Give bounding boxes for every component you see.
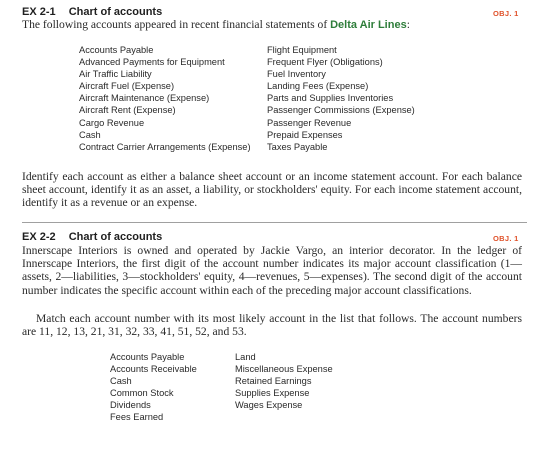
ex1-account-list-right (267, 44, 415, 153)
ex2-title: Chart of accounts (68, 231, 163, 243)
account-item: Advanced Payments for Equipment (79, 57, 225, 68)
account-item: Retained Earnings (235, 376, 312, 387)
account-item: Contract Carrier Arrangements (Expense) (79, 141, 251, 152)
account-item: Wages Expense (235, 400, 303, 411)
ex1-title: Chart of accounts (68, 6, 163, 18)
account-item: Passenger Commissions (Expense) (267, 105, 415, 116)
ex1-heading (22, 6, 162, 18)
ex1-intro-before: The following accounts appeared in recent financial statements of (22, 18, 331, 31)
account-item: Landing Fees (Expense) (267, 81, 369, 92)
ex2-heading (22, 231, 162, 243)
account-item: Cash (79, 129, 101, 140)
account-item: Passenger Revenue (267, 117, 352, 128)
ex2-account-list-left (110, 351, 197, 424)
account-item: Accounts Payable (79, 45, 154, 55)
section-divider (22, 222, 527, 223)
account-item: Cargo Revenue (79, 117, 145, 128)
account-item: Frequent Flyer (Obligations) (267, 57, 383, 68)
ex1-intro-after: : (406, 18, 410, 31)
account-item: Prepaid Expenses (267, 129, 343, 140)
ex2-number: EX 2-2 (22, 231, 56, 243)
account-item: Supplies Expense (235, 388, 310, 399)
account-item: Accounts Receivable (110, 364, 197, 375)
ex1-number: EX 2-1 (22, 6, 56, 18)
ex1-company: Delta Air Lines (330, 19, 407, 31)
ex2-paragraph-2: Match each account number with its most likely account in the list that follows. The account numbers are 11, 12, 13, 21, 31, 32, 33, 41, 51, 52, and 53. (22, 312, 522, 339)
account-item: Aircraft Maintenance (Expense) (79, 93, 210, 104)
account-item: Fees Earned (110, 412, 164, 423)
ex2-paragraph-1: Innerscape Interiors is owned and operated by Jackie Vargo, an interior decorator. In the ledger of Innerscape Interiors, the first digit of the account number indicates its major account classification (1—assets, 2—liabilities, 3—stockholders' equity, 4—revenues, 5—expenses). The second digit of the account number indicates the specific account within each of the preceding major account classifications. (22, 244, 522, 297)
ex1-intro (22, 18, 522, 32)
account-item: Aircraft Fuel (Expense) (79, 81, 175, 92)
ex1-obj-badge: OBJ. 1 (493, 9, 519, 18)
account-item: Cash (110, 376, 132, 387)
ex1-instructions: Identify each account as either a balance sheet account or an income statement account. For each balance sheet account, identify it as an asset, a liability, or stockholders' equity. For each income statement account, identify it as a revenue or an expense. (22, 170, 522, 210)
ex2-account-list-right (235, 351, 333, 411)
account-item: Aircraft Rent (Expense) (79, 105, 176, 116)
account-item: Accounts Payable (110, 352, 185, 362)
account-item: Parts and Supplies Inventories (267, 93, 394, 104)
account-item: Fuel Inventory (267, 69, 326, 80)
account-item: Miscellaneous Expense (235, 364, 333, 375)
account-item: Taxes Payable (267, 141, 328, 152)
account-item: Dividends (110, 400, 151, 411)
ex1-account-list-left (79, 44, 251, 153)
account-item: Air Traffic Liability (79, 69, 152, 80)
account-item: Flight Equipment (267, 45, 337, 55)
account-item: Land (235, 352, 256, 362)
ex2-obj-badge: OBJ. 1 (493, 234, 519, 243)
account-item: Common Stock (110, 388, 174, 399)
